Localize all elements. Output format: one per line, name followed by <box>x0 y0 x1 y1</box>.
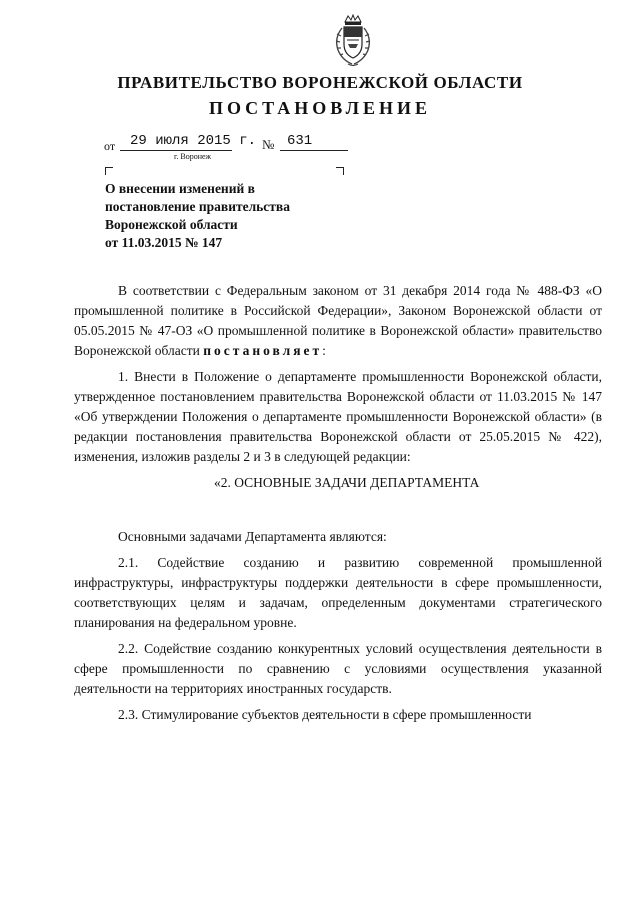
task-2-2-paragraph: 2.2. Содействие созданию конкурентных условий осуществления деятельности в сфере промышленности по сравнению с условиями осуществления указанной деятельности на территориях иностранных государств. <box>74 641 602 696</box>
coat-of-arms-icon <box>330 14 376 68</box>
subject-line: Воронежской области <box>105 217 238 232</box>
date-number-row <box>104 133 364 159</box>
from-label: от <box>104 139 116 153</box>
subject-line: от 11.03.2015 № 147 <box>105 235 223 250</box>
subject-bracket-right <box>336 167 344 175</box>
date-underline <box>120 150 232 151</box>
document-city: г. Воронеж <box>174 152 212 161</box>
document-body <box>74 281 602 725</box>
subject-line: постановление правительства <box>105 199 290 214</box>
document-subject <box>105 180 290 252</box>
tasks-intro: Основными задачами Департамента являются: <box>118 529 387 544</box>
subject-line: О внесении изменений в <box>105 181 255 196</box>
task-2-1-paragraph: 2.1. Содействие созданию и развитию современной промышленной инфраструктуры, инфраструктуры поддержки деятельности в сфере промышленности, соответствующих целям и задачам, определенным документами стратегического планирования на федеральном уровне. <box>74 555 602 630</box>
number-underline <box>280 150 348 151</box>
document-number: 631 <box>287 133 313 149</box>
section-heading: «2. ОСНОВНЫЕ ЗАДАЧИ ДЕПАРТАМЕНТА <box>214 475 480 490</box>
government-title: ПРАВИТЕЛЬСТВО ВОРОНЕЖСКОЙ ОБЛАСТИ <box>117 73 523 92</box>
item-1-paragraph: 1. Внести в Положение о департаменте промышленности Воронежской области, утвержденное постановлением правительства Воронежской области от 11.03.2015 № 147 «Об утверждении Положения о департаменте промышленности Воронежской области» (в редакции постановления правительства Воронежской области от 25.05.2015 № 422), изменения, изложив разделы 2 и 3 в следующей редакции: <box>74 369 602 464</box>
decree-word: постановляет <box>203 343 323 358</box>
preamble-paragraph <box>74 281 602 361</box>
preamble-text: В соответствии с Федеральным законом от 31 декабря 2014 года № 488-ФЗ «О промышленной политике в Российской Федерации», Законом Воронежской области от 05.05.2015 № 47-ОЗ «О промышленной политике в Воронежской области» правительство Воронежской области <box>74 283 602 358</box>
subject-bracket-left <box>105 167 113 175</box>
document-date: 29 июля 2015 г. <box>130 133 257 149</box>
number-label: № <box>262 137 275 152</box>
document-type-title: ПОСТАНОВЛЕНИЕ <box>208 98 432 118</box>
task-2-3-paragraph: 2.3. Стимулирование субъектов деятельности в сфере промышленности <box>118 707 532 722</box>
decree-suffix: : <box>322 343 326 358</box>
